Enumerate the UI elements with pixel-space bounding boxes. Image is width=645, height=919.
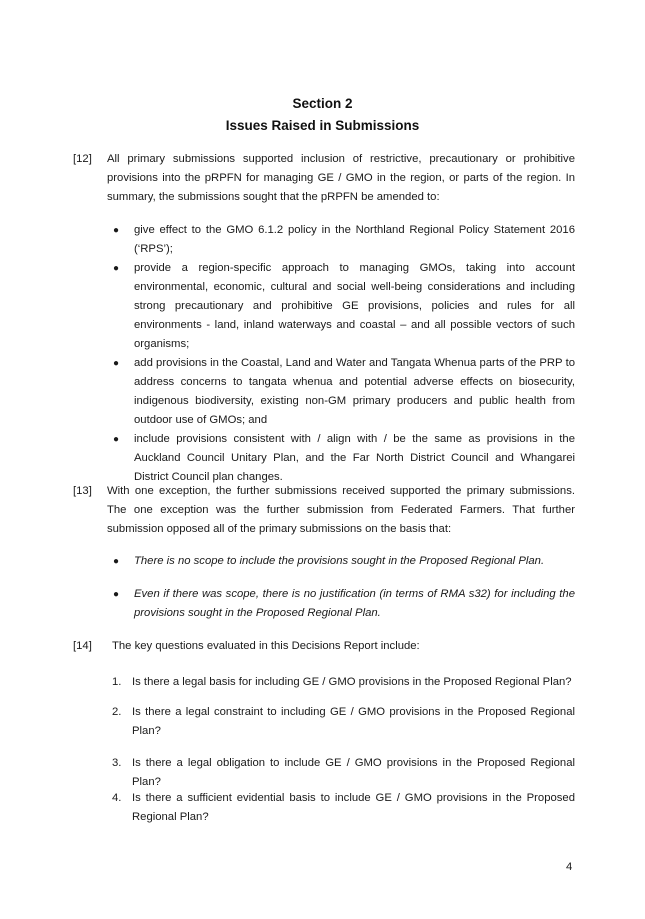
list-item: 1. Is there a legal basis for including GE / GMO provisions in the Proposed Regional Plan?	[112, 676, 572, 688]
bullet-icon: ●	[113, 434, 120, 445]
section-title: Issues Raised in Submissions	[225, 118, 420, 133]
bullet-icon: ●	[113, 589, 120, 600]
section-number: Section 2	[292, 96, 353, 111]
further-submission-bullet-list	[112, 552, 575, 637]
list-item: ● provide a region-specific approach to managing GMOs, taking into account environmental, economic, cultural and social well-being considerations and including strong precautionary and prohibitive GE provisions, policies and rules for all environments - land, inland waterways and coastal – and all possible vectors of such organisms;	[112, 259, 575, 354]
paragraph-12	[73, 150, 575, 207]
list-item: ● include provisions consistent with / align with / be the same as provisions in the Auckland Council Unitary Plan, and the Far North District Council and Whangarei District Council plan changes.	[112, 430, 575, 487]
list-item: 2. Is there a legal constraint to including GE / GMO provisions in the Proposed Regional Plan?	[112, 706, 575, 737]
paragraph-13	[73, 482, 575, 539]
page-number: 4	[566, 861, 573, 873]
submission-bullet-list	[112, 221, 575, 487]
paragraph-text: All primary submissions supported inclusion of restrictive, precautionary or prohibitive provisions into the pRPFN for managing GE / GMO in the region, or parts of the region. In summary, the submissions sought that the pRPFN be amended to:	[107, 153, 575, 203]
list-item: 3. Is there a legal obligation to include GE / GMO provisions in the Proposed Regional Plan?	[112, 757, 575, 788]
paragraph-number: [13]	[73, 485, 92, 497]
bullet-icon: ●	[113, 263, 120, 274]
paragraph-text: The key questions evaluated in this Decisions Report include:	[112, 640, 420, 652]
list-item: ● add provisions in the Coastal, Land and Water and Tangata Whenua parts of the PRP to address concerns to tangata whenua and potential adverse effects on biosecurity, indigenous biodiversity, existing non-GM primary producers and public health from outdoor use of GMOs; and	[112, 354, 575, 430]
paragraph-text: With one exception, the further submissions received supported the primary submissions. The one exception was the further submission from Federated Farmers. That further submission opposed all of the primary submissions on the basis that:	[107, 485, 575, 535]
list-item: ● There is no scope to include the provisions sought in the Proposed Regional Plan.	[112, 552, 575, 571]
paragraph-number: [14]	[73, 640, 92, 652]
list-item: 4. Is there a sufficient evidential basis to include GE / GMO provisions in the Proposed Regional Plan?	[112, 792, 575, 823]
bullet-icon: ●	[113, 556, 120, 567]
bullet-icon: ●	[113, 225, 120, 236]
list-item: ● Even if there was scope, there is no justification (in terms of RMA s32) for including the provisions sought in the Proposed Regional Plan.	[112, 585, 575, 623]
paragraph-14	[73, 637, 575, 656]
paragraph-number: [12]	[73, 153, 92, 165]
list-item: ● give effect to the GMO 6.1.2 policy in the Northland Regional Policy Statement 2016 (‘RPS’);	[112, 221, 575, 259]
bullet-icon: ●	[113, 358, 120, 369]
